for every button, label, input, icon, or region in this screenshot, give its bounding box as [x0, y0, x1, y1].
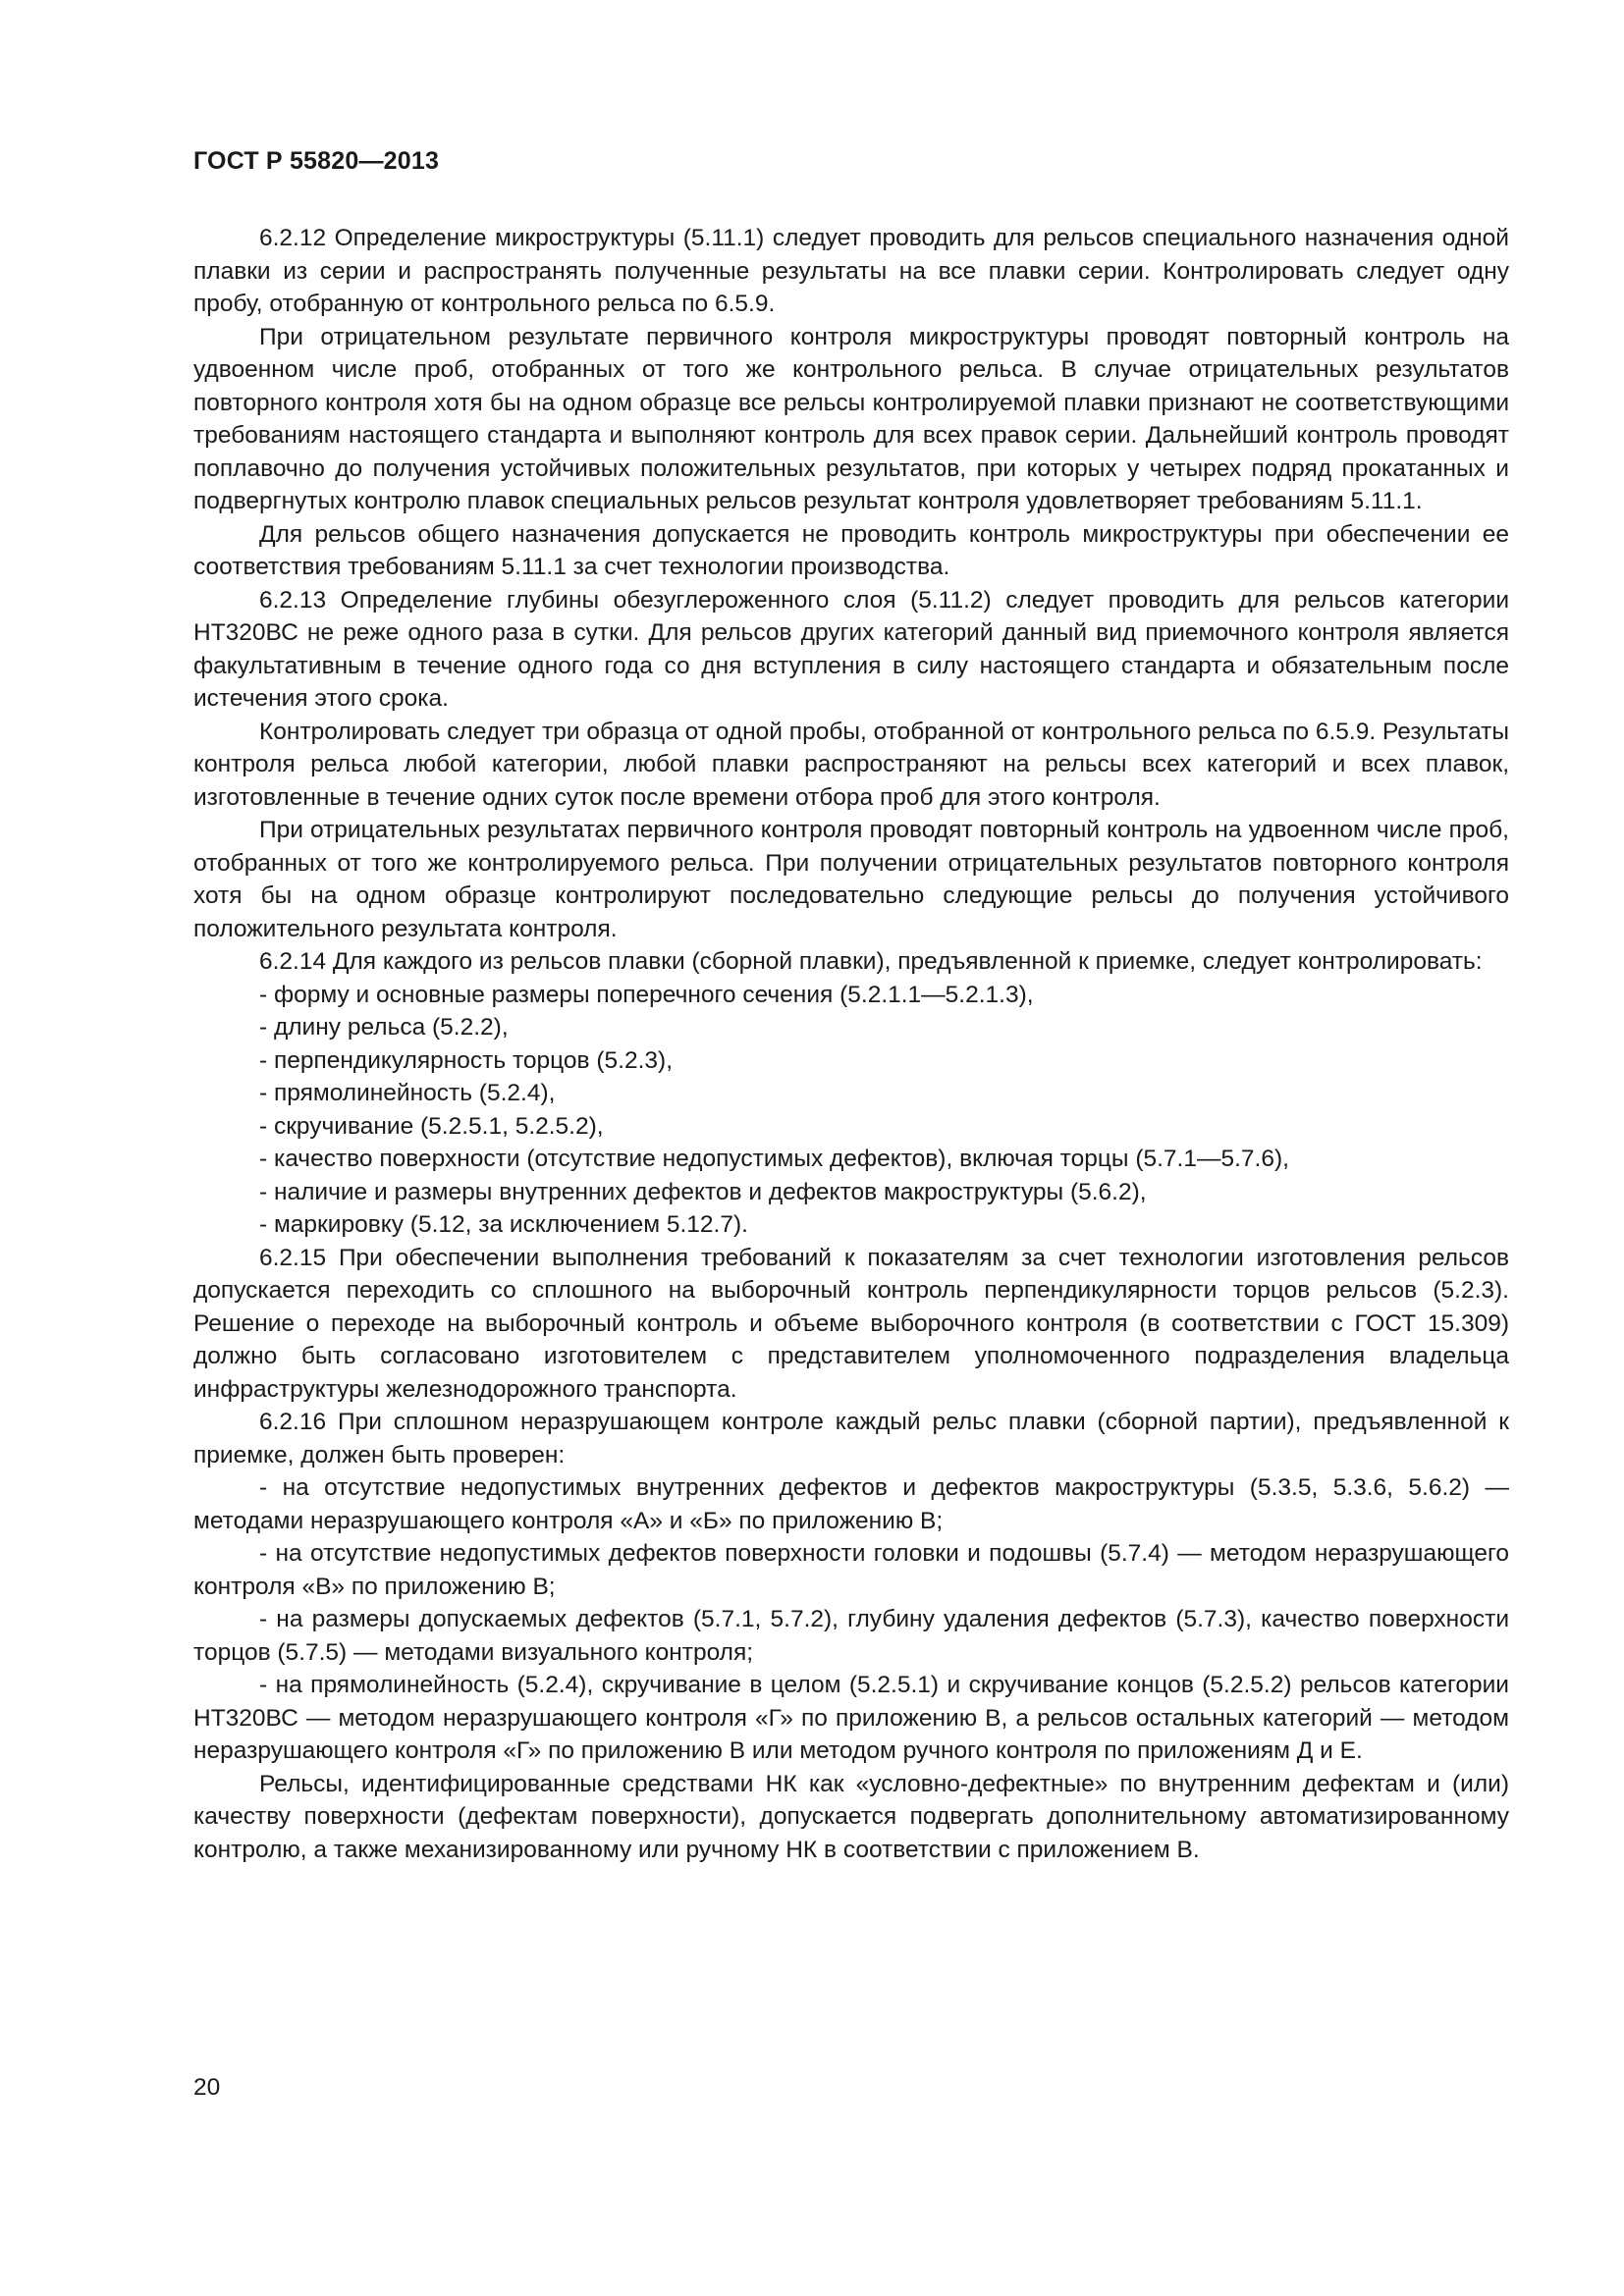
- document-body: [193, 222, 1509, 1866]
- list-item: - скручивание (5.2.5.1, 5.2.5.2),: [259, 1112, 604, 1140]
- paragraph-bullet: - на размеры допускаемых дефектов (5.7.1, 5.7.2), глубину удаления дефектов (5.7.3), качество поверхности торцов (5.7.5) — методами визуального контроля;: [193, 1606, 1509, 1666]
- list-item: - прямолинейность (5.2.4),: [259, 1080, 556, 1106]
- paragraph-6-2-13: 6.2.13 Определение глубины обезуглероженного слоя (5.11.2) следует проводить для рельсов категории НТ320ВС не реже одного раза в сутки. Для рельсов других категорий данный вид приемочного контроля является факультативным в течение одного года со дня вступления в силу настоящего стандарта и обязательным после истечения этого срока.: [193, 586, 1509, 712]
- paragraph: Для рельсов общего назначения допускается не проводить контроль микроструктуры при обеспечении ее соответствия требованиям 5.11.1 за счет технологии производства.: [193, 520, 1509, 580]
- list-item: - длину рельса (5.2.2),: [259, 1014, 509, 1041]
- page-number: 20: [193, 2074, 221, 2101]
- paragraph: Контролировать следует три образца от одной пробы, отобранной от контрольного рельса по 6.5.9. Результаты контроля рельса любой категории, любой плавки распространяют на рельсы всех категорий и всех плавок, изготовленные в течение одних суток после времени отбора проб для этого контроля.: [193, 718, 1509, 811]
- paragraph-6-2-14: 6.2.14 Для каждого из рельсов плавки (сборной плавки), предъявленной к приемке, следует контролировать:: [259, 948, 1483, 975]
- paragraph: Рельсы, идентифицированные средствами НК как «условно-дефектные» по внутренним дефектам и (или) качеству поверхности (дефектам поверхности), допускается подвергать дополнительному автоматизированному контролю, а также механизированному или ручному НК в соответствии с приложением В.: [193, 1770, 1509, 1863]
- paragraph: При отрицательном результате первичного контроля микроструктуры проводят повторный контроль на удвоенном числе проб, отобранных от того же контрольного рельса. В случае отрицательных результатов повторного контроля хотя бы на одном образце все рельсы контролируемой плавки признают не соответствующими требованиям настоящего стандарта и выполняют контроль для всех правок серии. Дальнейший контроль проводят поплавочно до получения устойчивых положительных результатов, при которых у четырех подряд прокатанных и подвергнутых контролю плавок специальных рельсов результат контроля удовлетворяет требованиям 5.11.1.: [193, 323, 1509, 514]
- document-header: ГОСТ Р 55820—2013: [193, 147, 440, 175]
- list-item: - качество поверхности (отсутствие недопустимых дефектов), включая торцы (5.7.1—5.7.6),: [259, 1146, 1289, 1172]
- list-item: - наличие и размеры внутренних дефектов и дефектов макроструктуры (5.6.2),: [259, 1178, 1147, 1205]
- list-item: - маркировку (5.12, за исключением 5.12.7).: [259, 1211, 748, 1238]
- paragraph-bullet: - на прямолинейность (5.2.4), скручивание в целом (5.2.5.1) и скручивание концов (5.2.5.2) рельсов категории НТ320ВС — методом неразрушающего контроля «Г» по приложению В, а рельсов остальных категорий — методом неразрушающего контроля «Г» по приложению В или методом ручного контроля по приложениям Д и Е.: [193, 1672, 1509, 1764]
- paragraph-6-2-16: 6.2.16 При сплошном неразрушающем контроле каждый рельс плавки (сборной партии), предъявленной к приемке, должен быть проверен:: [193, 1409, 1509, 1468]
- paragraph: При отрицательных результатах первичного контроля проводят повторный контроль на удвоенном числе проб, отобранных от того же контролируемого рельса. При получении отрицательных результатов повторного контроля хотя бы на одном образце контролируют последовательно следующие рельсы до получения устойчивого положительного результата контроля.: [193, 817, 1509, 942]
- paragraph-bullet: - на отсутствие недопустимых внутренних дефектов и дефектов макроструктуры (5.3.5, 5.3.6, 5.6.2) — методами неразрушающего контроля «А» и «Б» по приложению В;: [193, 1474, 1509, 1534]
- paragraph-bullet: - на отсутствие недопустимых дефектов поверхности головки и подошвы (5.7.4) — методом неразрушающего контроля «В» по приложению В;: [193, 1540, 1509, 1600]
- control-items-list: [193, 979, 1509, 1242]
- paragraph-6-2-15: 6.2.15 При обеспечении выполнения требований к показателям за счет технологии изготовления рельсов допускается переходить со сплошного на выборочный контроль перпендикулярности торцов рельсов (5.2.3). Решение о переходе на выборочный контроль и объеме выборочного контроля (в соответствии с ГОСТ 15.309) должно быть согласовано изготовителем с представителем уполномоченного подразделения владельца инфраструктуры железнодорожного транспорта.: [193, 1244, 1509, 1403]
- list-item: - форму и основные размеры поперечного сечения (5.2.1.1—5.2.1.3),: [259, 981, 1034, 1008]
- paragraph-6-2-12: 6.2.12 Определение микроструктуры (5.11.1) следует проводить для рельсов специального назначения одной плавки из серии и распространять полученные результаты на все плавки серии. Контролировать следует одну пробу, отобранную от контрольного рельса по 6.5.9.: [193, 225, 1509, 317]
- list-item: - перпендикулярность торцов (5.2.3),: [259, 1046, 673, 1074]
